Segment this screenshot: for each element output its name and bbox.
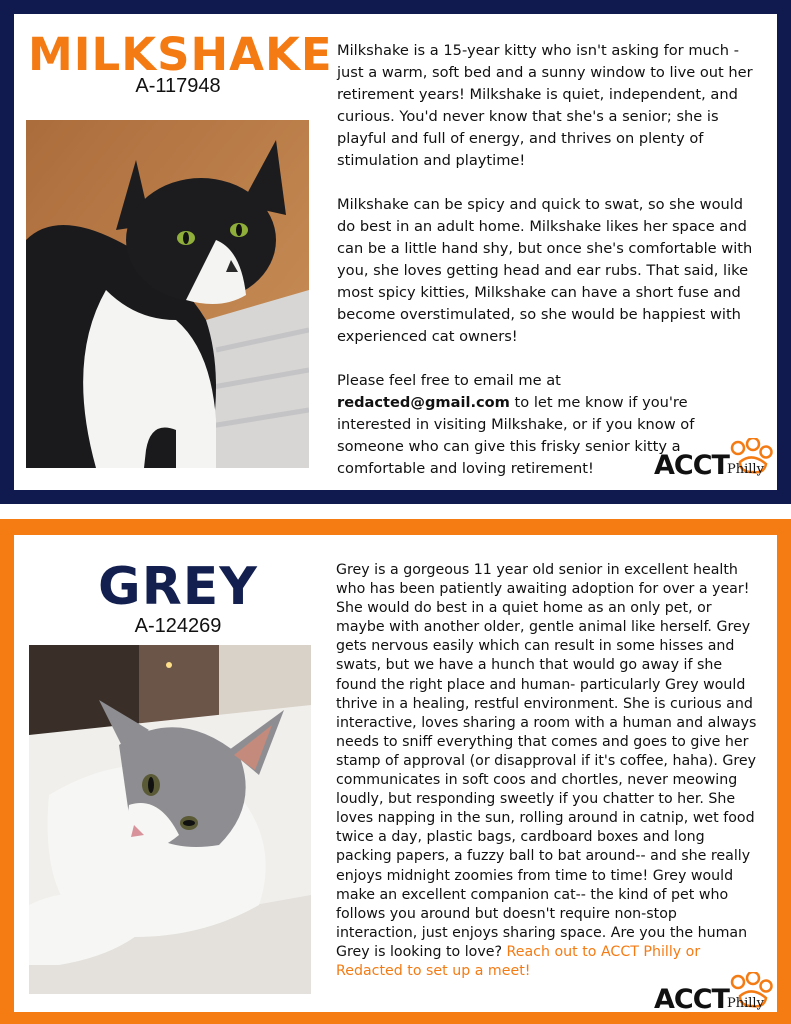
milkshake-description bbox=[337, 40, 757, 480]
contact-intro: Please feel free to email me at bbox=[337, 372, 561, 389]
grey-paragraph bbox=[336, 561, 761, 981]
logo-acct-text: ACCT bbox=[654, 984, 729, 1015]
acct-philly-logo bbox=[654, 978, 774, 1018]
grey-description bbox=[336, 561, 761, 981]
contact-outro: to let me know if you're interested in visiting Milkshake, or if you know of someone who can give this frisky senior kitty a comfortable and loving retirement! bbox=[337, 394, 695, 477]
grey-card-content bbox=[14, 535, 777, 1015]
grey-cta-link[interactable]: Reach out to ACCT Philly or Redacted to set up a meet! bbox=[336, 943, 701, 979]
contact-email-link[interactable]: redacted@gmail.com bbox=[337, 394, 510, 411]
grey-card bbox=[0, 519, 791, 1024]
grey-paragraph-text: Grey is a gorgeous 11 year old senior in excellent health who has been patiently awaiting adoption for over a year! She would do best in a quiet home as an only pet, or maybe with another older, gentle animal like herself. Grey gets nervous easily which can result in some hisses and swats, but we have a hunch that would go away if she found the right place and human- particularly Grey would thrive in a healing, restful environment. She is curious and interactive, loves sharing a room with a human and always needs to sniff everything that comes and goes to give her stamp of approval (or disapproval if it's coffee, haha). Grey communicates in soft coos and chortles, never meowing loudly, but responding sweetly if you chatter to her. She loves napping in the sun, rolling around in catnip, wet food twice a day, plastic bags, cardboard boxes and long packing papers, a fuzzy ball to bat around-- and she really enjoys midnight zoomies from time to time! Grey would make an excellent companion cat-- the kind of pet who follows you around but doesn't require non-stop interaction, just enjoys sharing space. Are you the human Grey is looking to love? bbox=[336, 562, 757, 960]
milkshake-paragraph-2: Milkshake can be spicy and quick to swat, so she would do best in an adult home. Milkshake likes her space and can be a little hand shy, but once she's comfortable with you, she loves getting head and ear rubs. That said, like most spicy kitties, Milkshake can have a short fuse and become overstimulated, so she would be happiest with experienced cat owners! bbox=[337, 196, 753, 345]
milkshake-name: MILKSHAKE bbox=[28, 28, 333, 81]
milkshake-paragraph-1: Milkshake is a 15-year kitty who isn't asking for much - just a warm, soft bed and a sunny window to live out her retirement years! Milkshake is quiet, independent, and curious. You'd never know that she's a senior; she is playful and full of energy, and thrives on plenty of stimulation and playtime! bbox=[337, 42, 753, 169]
milkshake-card-content bbox=[14, 14, 777, 490]
acct-philly-logo bbox=[654, 444, 774, 484]
grey-id: A-124269 bbox=[134, 615, 222, 637]
milkshake-card bbox=[0, 0, 791, 504]
logo-philly-text: Philly bbox=[727, 462, 764, 477]
logo-acct-text: ACCT bbox=[654, 450, 729, 481]
milkshake-photo bbox=[26, 120, 309, 468]
black-and-white-cat-photo-icon bbox=[26, 120, 309, 468]
grey-name: GREY bbox=[98, 557, 258, 617]
grey-and-white-cat-photo-icon bbox=[29, 645, 311, 994]
grey-photo bbox=[29, 645, 311, 994]
logo-philly-text: Philly bbox=[727, 996, 764, 1011]
milkshake-id: A-117948 bbox=[135, 75, 221, 97]
